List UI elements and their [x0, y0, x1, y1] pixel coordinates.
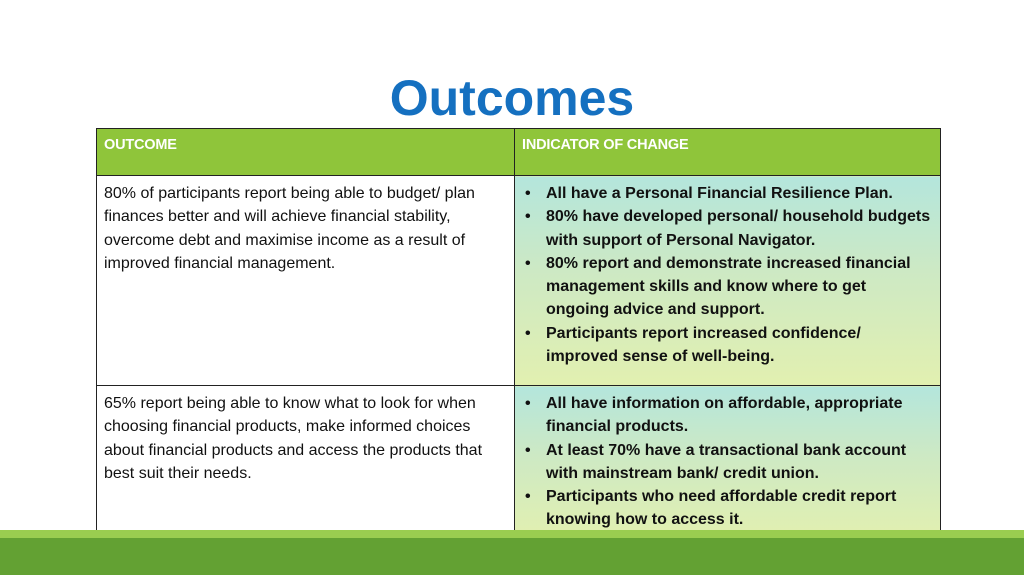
indicator-list [522, 392, 933, 532]
indicator-cell [515, 176, 941, 386]
table-row [97, 176, 941, 386]
indicator-item: • All have information on affordable, appropriate financial products. [522, 392, 933, 439]
outcome-column-header: OUTCOME [97, 129, 515, 176]
indicator-item: • Participants report increased confidence/ improved sense of well-being. [522, 322, 933, 369]
indicator-item: • 80% report and demonstrate increased financial management skills and know where to get ongoing advice and support. [522, 252, 933, 322]
table-header-row [97, 129, 941, 176]
indicator-item: • At least 70% have a transactional bank account with mainstream bank/ credit union. [522, 439, 933, 486]
slide-title: Outcomes [389, 70, 635, 126]
footer-accent-stripe [0, 530, 1024, 538]
indicator-list [522, 182, 933, 368]
indicator-item: • Participants who need affordable credit report knowing how to access it. [522, 485, 933, 532]
indicator-column-header: INDICATOR OF CHANGE [515, 129, 941, 176]
outcome-cell: 65% report being able to know what to look for when choosing financial products, make informed choices about financial products and access the products that best suit their needs. [97, 386, 515, 539]
footer-band [0, 538, 1024, 575]
indicator-item: • All have a Personal Financial Resilience Plan. [522, 182, 933, 205]
outcome-cell: 80% of participants report being able to budget/ plan finances better and will achieve financial stability, overcome debt and maximise income as a result of improved financial management. [97, 176, 515, 386]
indicator-cell [515, 386, 941, 539]
outcomes-table [96, 128, 941, 539]
table-row [97, 386, 941, 539]
indicator-item: • 80% have developed personal/ household budgets with support of Personal Navigator. [522, 205, 933, 252]
